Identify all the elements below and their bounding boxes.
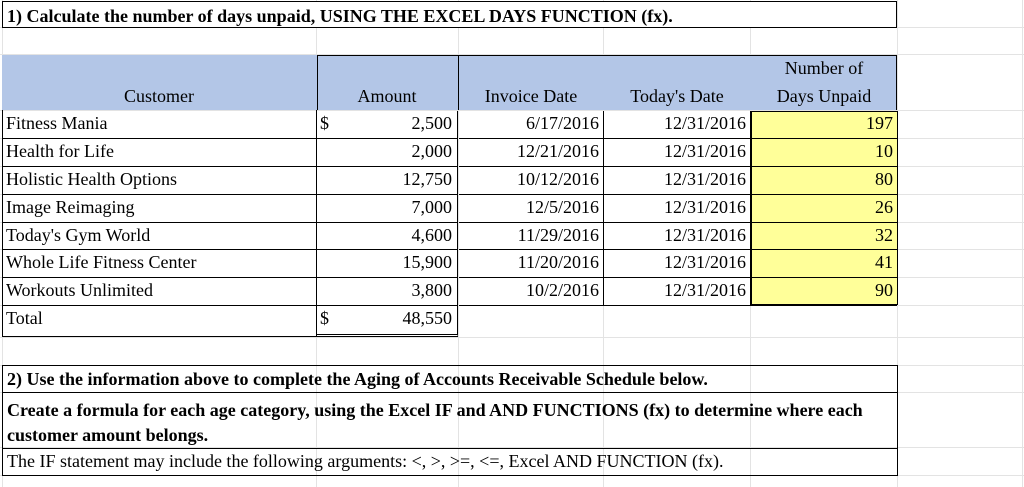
- question-2-instruction-line1: Create a formula for each age category, using the Excel IF and AND FUNCTIONS (fx) to determine where each: [7, 400, 863, 420]
- header-customer: Customer: [124, 86, 194, 106]
- table-row-todays-date[interactable]: 12/31/2016: [604, 195, 751, 223]
- table-row-invoice-date[interactable]: 12/21/2016: [459, 139, 604, 167]
- table-row-todays-date[interactable]: 12/31/2016: [604, 139, 751, 167]
- currency-symbol: $: [320, 113, 329, 133]
- table-row-amount[interactable]: 15,900: [317, 250, 458, 278]
- header-days-unpaid-line2: Days Unpaid: [776, 86, 872, 106]
- table-row-amount[interactable]: 2,000: [317, 139, 458, 167]
- table-row-todays-date[interactable]: 12/31/2016: [604, 167, 751, 195]
- table-row-invoice-date[interactable]: 10/2/2016: [459, 278, 604, 306]
- table-row-customer[interactable]: Holistic Health Options: [3, 167, 316, 195]
- table-row-days-unpaid[interactable]: 10: [751, 139, 897, 167]
- total-label: Total: [6, 308, 43, 328]
- table-row-amount[interactable]: 2,500: [317, 111, 458, 139]
- question-2-note: The IF statement may include the following arguments: <, >, >=, <=, Excel AND FUNCTION (fx).: [3, 449, 897, 476]
- header-invoice-date: Invoice Date: [484, 86, 578, 106]
- table-row-amount[interactable]: 12,750: [317, 167, 458, 195]
- table-row-days-unpaid[interactable]: 80: [751, 167, 897, 195]
- table-row-amount[interactable]: 7,000: [317, 195, 458, 223]
- table-row-customer[interactable]: Whole Life Fitness Center: [3, 250, 316, 278]
- table-row-invoice-date[interactable]: 11/29/2016: [459, 223, 604, 250]
- table-row-customer[interactable]: Today's Gym World: [3, 223, 316, 250]
- total-row-bottom-border: [2, 336, 317, 337]
- header-amount: Amount: [357, 86, 417, 106]
- table-row-todays-date[interactable]: 12/31/2016: [604, 278, 751, 306]
- table-row-days-unpaid[interactable]: 41: [751, 250, 897, 278]
- table-row-customer[interactable]: Health for Life: [3, 139, 316, 167]
- table-row-todays-date[interactable]: 12/31/2016: [604, 111, 751, 139]
- table-row-invoice-date[interactable]: 12/5/2016: [459, 195, 604, 223]
- table-row-days-unpaid[interactable]: 90: [751, 278, 897, 306]
- table-row-amount[interactable]: 3,800: [317, 278, 458, 306]
- table-row-todays-date[interactable]: 12/31/2016: [604, 250, 751, 278]
- table-row-todays-date[interactable]: 12/31/2016: [604, 223, 751, 250]
- table-row-invoice-date[interactable]: 6/17/2016: [459, 111, 604, 139]
- table-row-invoice-date[interactable]: 10/12/2016: [459, 167, 604, 195]
- question-2-instruction-line2: customer amount belongs.: [3, 425, 897, 449]
- table-row-customer[interactable]: Fitness Mania: [3, 111, 316, 139]
- question-2-title: 2) Use the information above to complete the Aging of Accounts Receivable Schedule below.: [3, 366, 897, 393]
- question-1-title: 1) Calculate the number of days unpaid, USING THE EXCEL DAYS FUNCTION (fx).: [2, 1, 897, 28]
- table-row-customer[interactable]: Workouts Unlimited: [3, 278, 316, 306]
- header-todays-date: Today's Date: [630, 86, 724, 106]
- table-row-days-unpaid[interactable]: 32: [751, 223, 897, 250]
- table-row-days-unpaid[interactable]: 197: [751, 111, 897, 139]
- table-row-amount[interactable]: 4,600: [317, 223, 458, 250]
- table-row-invoice-date[interactable]: 11/20/2016: [459, 250, 604, 278]
- table-row-days-unpaid[interactable]: 26: [751, 195, 897, 223]
- header-days-unpaid-line1: Number of: [784, 58, 864, 78]
- total-currency-symbol: $: [320, 308, 329, 328]
- total-amount[interactable]: 48,550: [317, 305, 458, 337]
- table-row-customer[interactable]: Image Reimaging: [3, 195, 316, 223]
